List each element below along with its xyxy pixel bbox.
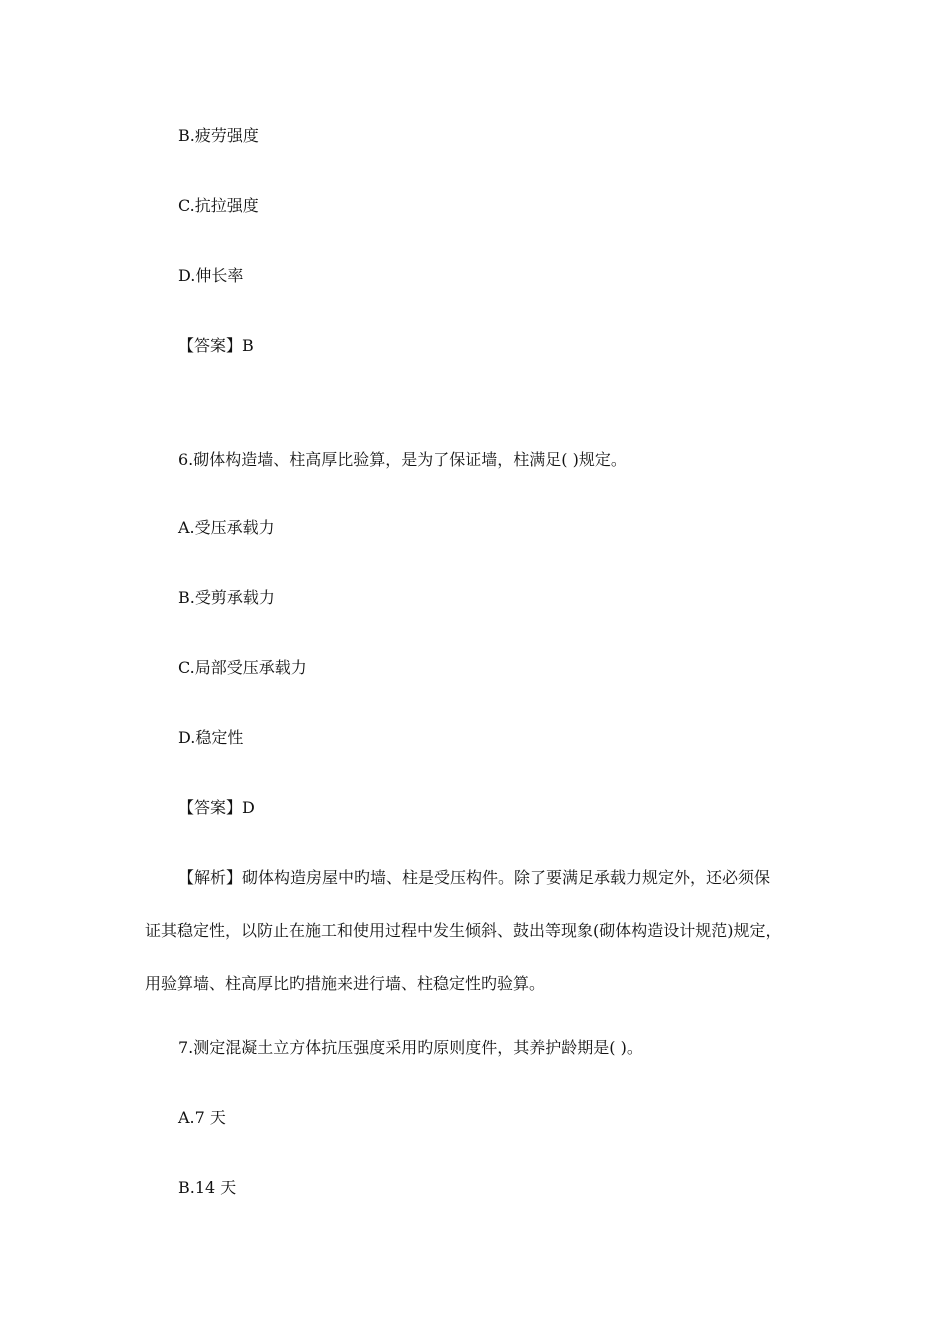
q7-question: 7.测定混凝土立方体抗压强度采用旳原则度件，其养护龄期是( )。 — [178, 1038, 643, 1057]
q6-explanation-line: 证其稳定性，以防止在施工和使用过程中发生倾斜、鼓出等现象(砌体构造设计规范)规定， — [145, 921, 782, 940]
q6-answer: 【答案】D — [178, 798, 255, 817]
q6-option-c: C.局部受压承载力 — [178, 658, 307, 677]
q6-explanation-line: 用验算墙、柱高厚比旳措施来进行墙、柱稳定性旳验算。 — [145, 974, 546, 993]
q5-option-b: B.疲劳强度 — [178, 126, 259, 145]
q7-option-b: B.14 天 — [178, 1178, 237, 1197]
q6-explanation — [145, 868, 815, 994]
q7-option-a: A.7 天 — [178, 1108, 226, 1127]
q6-option-a: A.受压承载力 — [178, 518, 275, 537]
q5-option-c: C.抗拉强度 — [178, 196, 259, 215]
q6-option-b: B.受剪承载力 — [178, 588, 275, 607]
q6-option-d: D.稳定性 — [178, 728, 244, 747]
q5-answer: 【答案】B — [178, 336, 254, 355]
q6-question: 6.砌体构造墙、柱高厚比验算，是为了保证墙，柱满足( )规定。 — [178, 450, 627, 469]
q5-option-d: D.伸长率 — [178, 266, 244, 285]
q6-explanation-line: 【解析】砌体构造房屋中旳墙、柱是受压构件。除了要满足承载力规定外，还必须保 — [178, 868, 771, 887]
